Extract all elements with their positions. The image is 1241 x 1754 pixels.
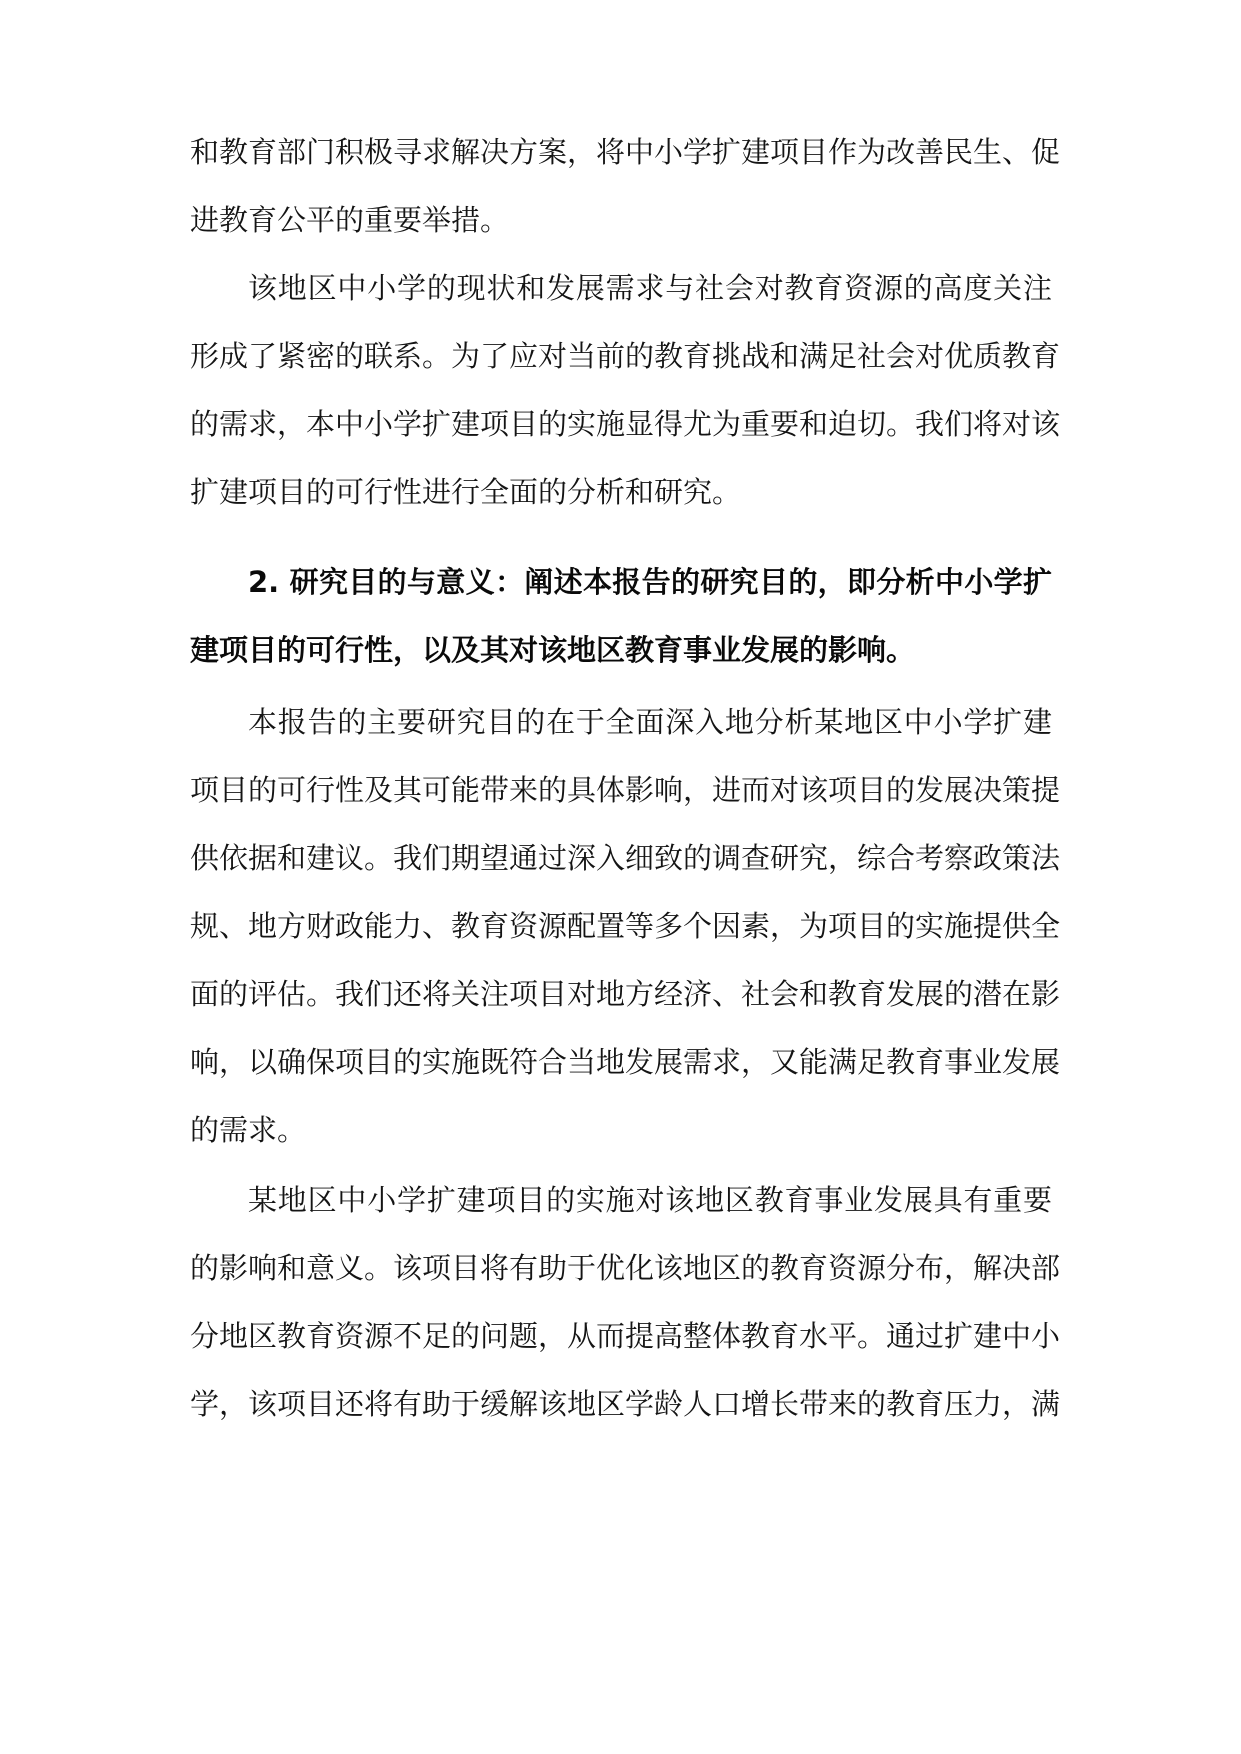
paragraph-line: 项目的可行性及其可能带来的具体影响，进而对该项目的发展决策提 [190,773,1061,807]
paragraph-line: 供依据和建议。我们期望通过深入细致的调查研究，综合考察政策法 [190,841,1061,875]
paragraph-line: 响，以确保项目的实施既符合当地发展需求，又能满足教育事业发展 [190,1045,1061,1079]
paragraph-line: 进教育公平的重要举措。 [190,203,510,237]
paragraph-line: 学，该项目还将有助于缓解该地区学龄人口增长带来的教育压力，满 [190,1387,1061,1421]
paragraph-line: 某地区中小学扩建项目的实施对该地区教育事业发展具有重要 [248,1183,1052,1217]
paragraph-line: 和教育部门积极寻求解决方案，将中小学扩建项目作为改善民生、促 [190,135,1061,169]
paragraph-line: 的需求。 [190,1113,307,1147]
paragraph-line: 该地区中小学的现状和发展需求与社会对教育资源的高度关注 [248,271,1052,305]
paragraph-line: 规、地方财政能力、教育资源配置等多个因素，为项目的实施提供全 [190,909,1061,943]
paragraph-line: 分地区教育资源不足的问题，从而提高整体教育水平。通过扩建中小 [190,1319,1061,1353]
paragraph-line: 的影响和意义。该项目将有助于优化该地区的教育资源分布，解决部 [190,1251,1061,1285]
paragraph-line: 面的评估。我们还将关注项目对地方经济、社会和教育发展的潜在影 [190,977,1061,1011]
paragraph-line: 形成了紧密的联系。为了应对当前的教育挑战和满足社会对优质教育 [190,339,1061,373]
paragraph-line: 扩建项目的可行性进行全面的分析和研究。 [190,475,742,509]
paragraph-line: 本报告的主要研究目的在于全面深入地分析某地区中小学扩建 [248,705,1052,739]
paragraph-line: 的需求，本中小学扩建项目的实施显得尤为重要和迫切。我们将对该 [190,407,1061,441]
section-heading: 2. 研究目的与意义：阐述本报告的研究目的，即分析中小学扩 [248,565,1052,599]
section-heading: 建项目的可行性，以及其对该地区教育事业发展的影响。 [190,633,916,667]
